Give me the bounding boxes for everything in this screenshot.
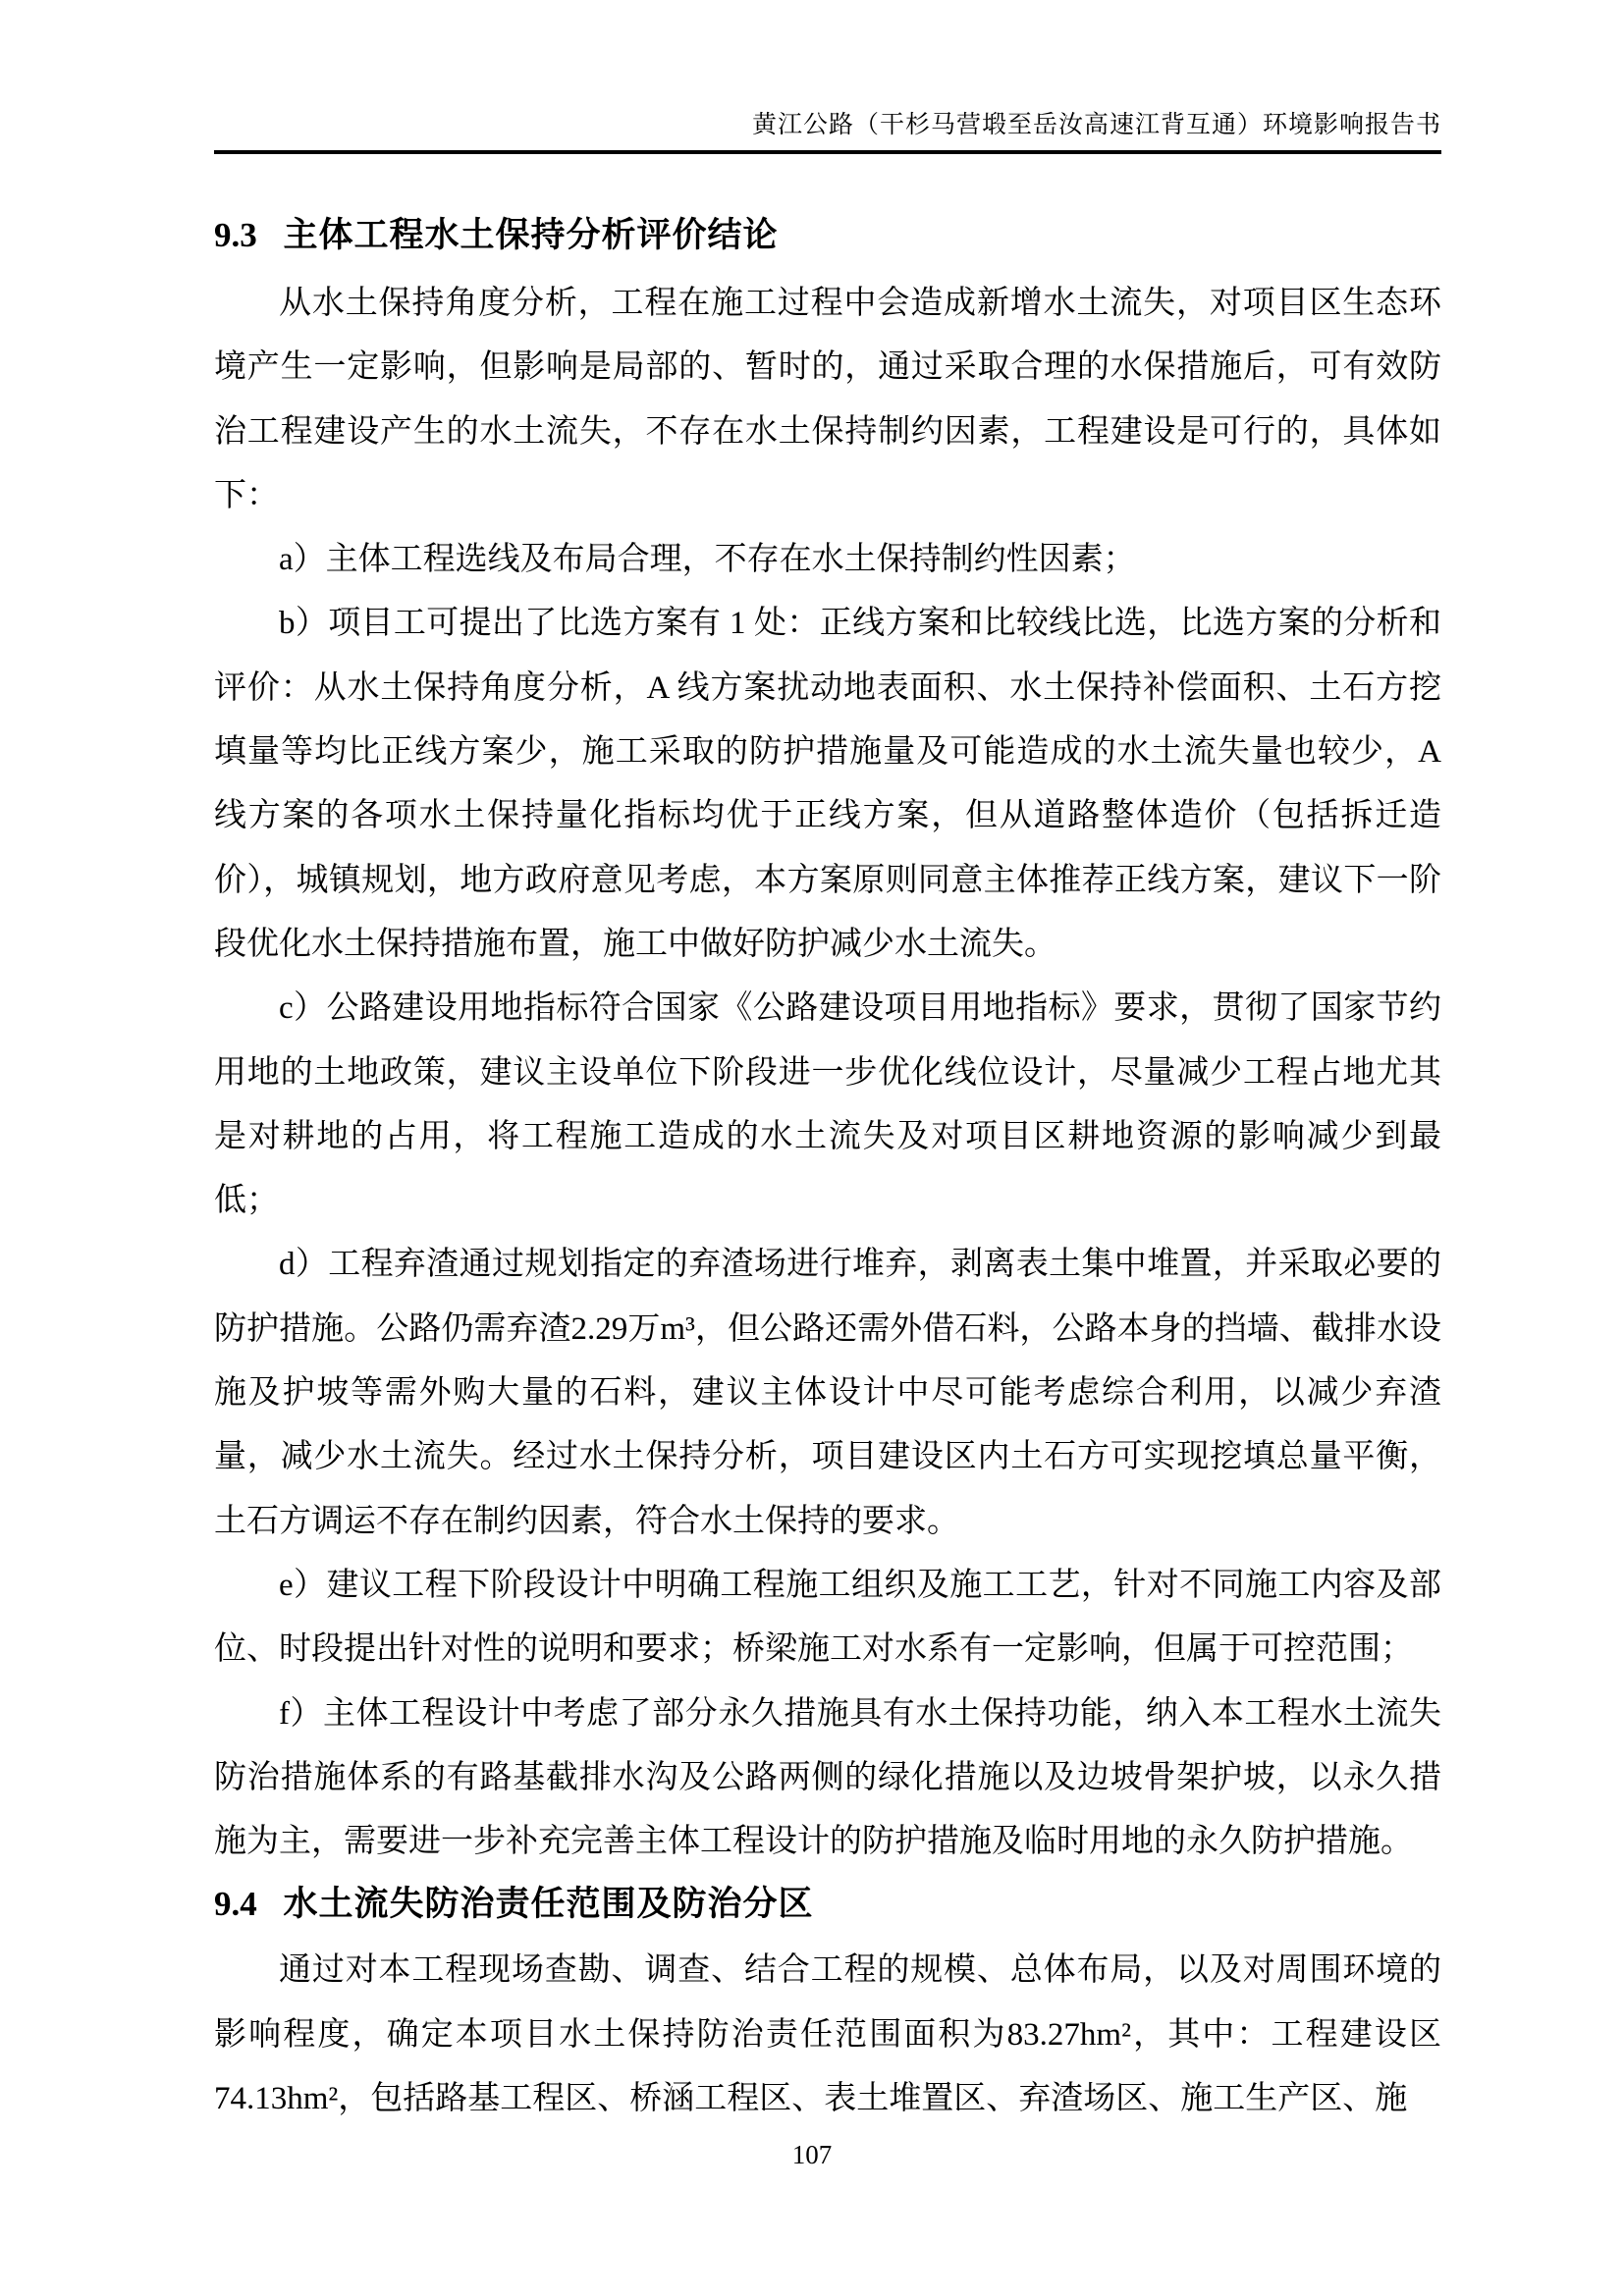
paragraph-item-c: c）公路建设用地指标符合国家《公路建设项目用地指标》要求，贯彻了国家节约用地的土地政策，建议主设单位下阶段进一步优化线位设计，尽量减少工程占地尤其是对耕地的占用，将工程施工造成的水土流失及对项目区耕地资源的影响减少到最低； [214,990,1441,1219]
paragraph-item-d: d）工程弃渣通过规划指定的弃渣场进行堆弃，剥离表土集中堆置，并采取必要的防护措施。公路仍需弃渣2.29万m³，但公路还需外借石料，公路本身的挡墙、截排水设施及护坡等需外购大量的石料，建议主体设计中尽可能考虑综合利用，以减少弃渣量，减少水土流失。经过水土保持分析，项目建设区内土石方可实现挖填总量平衡，土石方调运不存在制约因素，符合水土保持的要求。 [214,1247,1441,1539]
paragraph-intro: 从水土保持角度分析，工程在施工过程中会造成新增水土流失，对项目区生态环境产生一定影响，但影响是局部的、暂时的，通过采取合理的水保措施后，可有效防治工程建设产生的水土流失，不存在水土保持制约因素，工程建设是可行的，具体如下： [214,286,1441,513]
paragraph-item-e: e）建议工程下阶段设计中明确工程施工组织及施工工艺，针对不同施工内容及部位、时段提出针对性的说明和要求；桥梁施工对水系有一定影响，但属于可控范围； [214,1567,1441,1668]
paragraph-item-b: b）项目工可提出了比选方案有 1 处：正线方案和比较线比选，比选方案的分析和评价：从水土保持角度分析，A 线方案扰动地表面积、水土保持补偿面积、土石方挖填量等均比正线方案少，施工采取的防护措施量及可能造成的水土流失量也较少，A 线方案的各项水土保持量化指标均优于正线方案，但从道路整体造价（包括拆迁造价），城镇规划，地方政府意见考虑，本方案原则同意主体推荐正线方案，建议下一阶段优化水土保持措施布置，施工中做好防护减少水土流失。 [214,606,1441,962]
section-number-9-4: 9.4 [214,1885,257,1924]
section-number-9-3: 9.3 [214,216,257,254]
header-rule [214,150,1441,154]
section-title-9-3: 主体工程水土保持分析评价结论 [283,216,779,254]
page-header [214,110,1441,141]
paragraph-item-a: a）主体工程选线及布局合理，不存在水土保持制约性因素； [279,542,1136,578]
section-heading-9-3 [214,213,1441,258]
paragraph-responsibility-scope: 通过对本工程现场查勘、调查、结合工程的规模、总体布局，以及对周围环境的影响程度，确定本项目水土保持防治责任范围面积为83.27hm²，其中：工程建设区74.13hm²，包括路基工程区、桥涵工程区、表土堆置区、弃渣场区、施工生产区、施 [214,1952,1441,2117]
page-number: 107 [791,2140,833,2169]
section-title-9-4: 水土流失防治责任范围及防治分区 [283,1885,814,1924]
page-content [214,0,1441,2131]
header-title: 黄江公路（干杉马营塅至岳汝高速江背互通）环境影响报告书 [751,112,1441,138]
paragraph-item-f: f）主体工程设计中考虑了部分永久措施具有水土保持功能，纳入本工程水土流失防治措施体系的有路基截排水沟及公路两侧的绿化措施以及边坡骨架护坡，以永久措施为主，需要进一步补充完善主体工程设计的防护措施及临时用地的永久防护措施。 [214,1695,1441,1860]
section-heading-9-4 [214,1882,1441,1927]
